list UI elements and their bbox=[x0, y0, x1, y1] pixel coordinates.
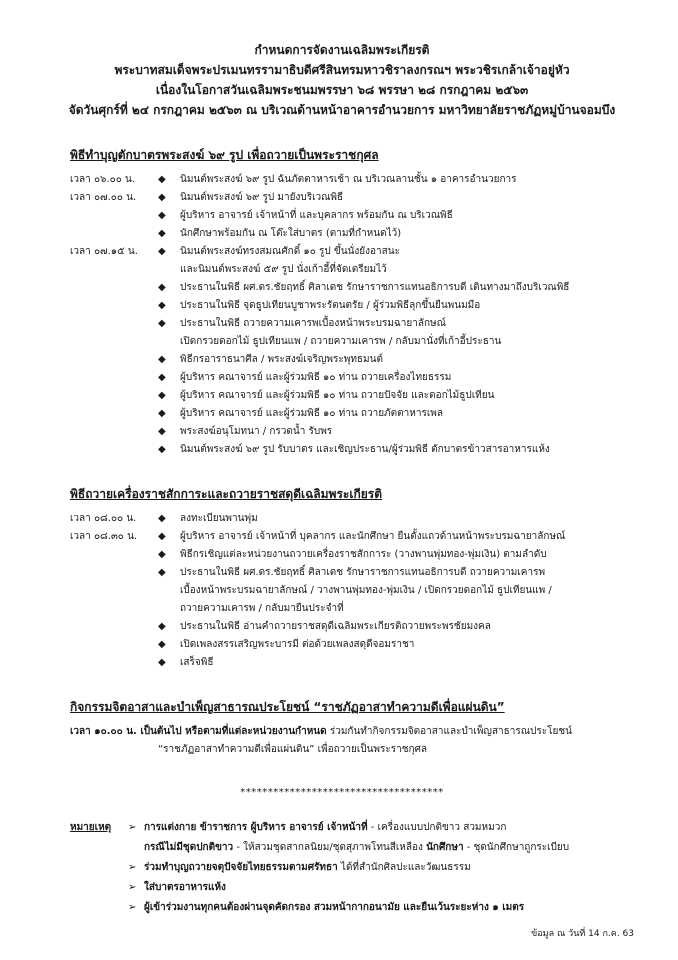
schedule-item: นิมนต์พระสงฆ์ ๖๙ รูป รับบาตร และเชิญประธาน/ผู้ร่วมพิธี ตักบาตรข้าวสารอาหารแห้ง bbox=[180, 444, 550, 455]
schedule-row bbox=[70, 315, 614, 333]
schedule-item: นิมนต์พระสงฆ์ทรงสมณศักดิ์ ๑๐ รูป ขึ้นนั่งยังอาสนะ bbox=[180, 246, 400, 257]
note-student-title: นักศึกษา bbox=[426, 842, 464, 853]
schedule-row bbox=[70, 207, 614, 225]
note-row bbox=[70, 858, 614, 878]
schedule-item: ผู้บริหาร คณาจารย์ และผู้ร่วมพิธี ๑๐ ท่าน ถวายเครื่องไทยธรรม bbox=[180, 372, 452, 383]
bullet-icon: ◆ bbox=[158, 372, 166, 383]
bullet-icon: ◆ bbox=[158, 318, 166, 329]
note-dress-code-detail: - เครื่องแบบปกติขาว สวมหมวก bbox=[367, 822, 507, 833]
schedule-row bbox=[70, 225, 614, 243]
notes-block bbox=[70, 818, 614, 918]
divider-stars: ************************************* bbox=[240, 787, 444, 798]
schedule-item: ผู้บริหาร อาจารย์ เจ้าหน้าที่ บุคลากร และนักศึกษา ยืนตั้งแถวด้านหน้าพระบรมฉายาลักษณ์ bbox=[180, 531, 566, 542]
schedule-item: เปิดเพลงสรรเสริญพระบารมี ต่อด้วยเพลงสดุดีจอมราชา bbox=[180, 639, 415, 650]
bullet-icon: ◆ bbox=[158, 426, 166, 437]
section-1-heading: พิธีทำบุญตักบาตรพระสงฆ์ ๖๙ รูป เพื่อถวายเป็นพระราชกุศล bbox=[70, 148, 379, 162]
activity-text-continued: “ราชภัฏอาสาทำความดีเพื่อแผ่นดิน” เพื่อถวายเป็นพระราชกุศล bbox=[158, 744, 428, 755]
schedule-row bbox=[70, 189, 614, 207]
bullet-icon: ◆ bbox=[158, 513, 166, 524]
time-label: เวลา ๐๘.๓๐ น. bbox=[70, 531, 138, 542]
data-date-footer: ข้อมูล ณ วันที่ 14 ก.ค. 63 bbox=[531, 929, 634, 939]
schedule-row bbox=[70, 564, 614, 582]
schedule-item: ประธานในพิธี อ่านคำถวายราชสดุดีเฉลิมพระเกียรติถวายพระพรชัยมงคล bbox=[180, 621, 491, 632]
note-screening: ผู้เข้าร่วมงานทุกคนต้องผ่านจุดคัดกรอง สวมหน้ากากอนามัย และยืนเว้นระยะห่าง ๑ เมตร bbox=[144, 902, 525, 913]
schedule-row bbox=[70, 279, 614, 297]
bullet-icon: ◆ bbox=[158, 282, 166, 293]
note-row bbox=[70, 878, 614, 898]
arrow-icon: ➢ bbox=[128, 882, 137, 893]
schedule-row bbox=[70, 297, 614, 315]
note-row bbox=[70, 818, 614, 838]
bullet-icon: ◆ bbox=[158, 174, 166, 185]
schedule-item: นิมนต์พระสงฆ์ ๖๙ รูป ฉันภัตตาหารเช้า ณ บริเวณลานชั้น ๑ อาคารอำนวยการ bbox=[180, 174, 517, 185]
schedule-item: นิมนต์พระสงฆ์ ๖๙ รูป มายังบริเวณพิธี bbox=[180, 192, 344, 203]
notes-label: หมายเหตุ bbox=[70, 822, 112, 833]
bullet-icon: ◆ bbox=[158, 390, 166, 401]
schedule-row bbox=[70, 351, 614, 369]
schedule-row bbox=[70, 510, 614, 528]
arrow-icon: ➢ bbox=[128, 902, 137, 913]
schedule-item: พิธีกรอาราธนาศีล / พระสงฆ์เจริญพระพุทธมนต์ bbox=[180, 354, 383, 365]
activity-time: เวลา ๑๐.๐๐ น. เป็นต้นไป หรือตามที่แต่ละหน่วยงานกำหนด bbox=[70, 726, 327, 737]
schedule-row bbox=[70, 546, 614, 564]
note-alms: ใส่บาตรอาหารแห้ง bbox=[144, 882, 226, 893]
bullet-icon: ◆ bbox=[158, 210, 166, 221]
bullet-icon: ◆ bbox=[158, 531, 166, 542]
schedule-item: ลงทะเบียนพานพุ่ม bbox=[180, 513, 258, 524]
document-title bbox=[40, 40, 644, 120]
schedule-row bbox=[70, 405, 614, 423]
note-donation: ร่วมทำบุญถวายจตุปัจจัยไทยธรรมตามศรัทธา bbox=[144, 862, 338, 873]
schedule-item: ประธานในพิธี ผศ.ดร.ชัยฤทธิ์ ศิลาเดช รักษาราชการแทนอธิการบดี เดินทางมาถึงบริเวณพิธี bbox=[180, 282, 570, 293]
schedule-row bbox=[70, 171, 614, 189]
schedule-item: พระสงฆ์อนุโมทนา / กรวดน้ำ รับพร bbox=[180, 426, 333, 437]
bullet-icon: ◆ bbox=[158, 408, 166, 419]
note-row bbox=[70, 898, 614, 918]
schedule-item-continued: เบื้องหน้าพระบรมฉายาลักษณ์ / วางพานพุ่มทอง-พุ่มเงิน / เปิดกรวยดอกไม้ ธูปเทียนแพ / bbox=[180, 585, 552, 596]
section-2-heading: พิธีถวายเครื่องราชสักการะและถวายราชสดุดีเฉลิมพระเกียรติ bbox=[70, 487, 382, 501]
schedule-row bbox=[70, 387, 614, 405]
schedule-item: ประธานในพิธี ผศ.ดร.ชัยฤทธิ์ ศิลาเดช รักษาราชการแทนอธิการบดี ถวายความเคารพ bbox=[180, 567, 546, 578]
bullet-icon: ◆ bbox=[158, 444, 166, 455]
bullet-icon: ◆ bbox=[158, 192, 166, 203]
title-line-4: จัดวันศุกร์ที่ ๒๔ กรกฎาคม ๒๕๖๓ ณ บริเวณด้านหน้าอาคารอำนวยการ มหาวิทยาลัยราชภัฏหมู่บ้านจอมบึง bbox=[68, 103, 616, 117]
schedule-row bbox=[70, 636, 614, 654]
note-dress-alt-detail: - ให้สวมชุดสากลนิยม/ชุดสุภาพโทนสีเหลือง bbox=[233, 842, 427, 853]
schedule-row bbox=[70, 654, 614, 672]
title-line-2: พระบาทสมเด็จพระปรเมนทรรามาธิบดีศรีสินทรมหาวชิราลงกรณฯ พระวชิรเกล้าเจ้าอยู่หัว bbox=[114, 63, 570, 77]
schedule-item: ผู้บริหาร คณาจารย์ และผู้ร่วมพิธี ๑๐ ท่าน ถวายปัจจัย และดอกไม้ธูปเทียน bbox=[180, 390, 495, 401]
time-label: เวลา ๐๗.๑๕ น. bbox=[70, 246, 138, 257]
time-label: เวลา ๐๖.๐๐ น. bbox=[70, 174, 135, 185]
schedule-row bbox=[70, 618, 614, 636]
note-student-detail: - ชุดนักศึกษาถูกระเบียบ bbox=[463, 842, 570, 853]
activity-description bbox=[70, 723, 614, 759]
note-dress-code-title: การแต่งกาย ข้าราชการ ผู้บริหาร อาจารย์ เจ้าหน้าที่ bbox=[144, 822, 368, 833]
arrow-icon: ➢ bbox=[128, 862, 137, 873]
bullet-icon: ◆ bbox=[158, 639, 166, 650]
bullet-icon: ◆ bbox=[158, 567, 166, 578]
schedule-row bbox=[70, 423, 614, 441]
schedule-item-continued: และนิมนต์พระสงฆ์ ๕๙ รูป นั่งเก้าอี้ที่จัดเตรียมไว้ bbox=[180, 264, 387, 275]
schedule-row bbox=[70, 528, 614, 546]
bullet-icon: ◆ bbox=[158, 549, 166, 560]
schedule-item: พิธีกรเชิญแต่ละหน่วยงานถวายเครื่องราชสักการะ (วางพานพุ่มทอง-พุ่มเงิน) ตามลำดับ bbox=[180, 549, 547, 560]
schedule-item: นักศึกษาพร้อมกัน ณ โต๊ะใส่บาตร (ตามที่กำหนดไว้) bbox=[180, 228, 402, 239]
schedule-item-continued: เปิดกรวยดอกไม้ ธูปเทียนแพ / ถวายความเคารพ / กลับมานั่งที่เก้าอี้ประธาน bbox=[180, 336, 502, 347]
arrow-icon: ➢ bbox=[128, 822, 137, 833]
bullet-icon: ◆ bbox=[158, 354, 166, 365]
bullet-icon: ◆ bbox=[158, 300, 166, 311]
schedule-row bbox=[70, 369, 614, 387]
bullet-icon: ◆ bbox=[158, 246, 166, 257]
schedule-item: เสร็จพิธี bbox=[180, 657, 214, 668]
schedule-item: ประธานในพิธี จุดธูปเทียนบูชาพระรัตนตรัย / ผู้ร่วมพิธีลุกขึ้นยืนพนมมือ bbox=[180, 300, 481, 311]
title-line-3: เนื่องในโอกาสวันเฉลิมพระชนมพรรษา ๖๘ พรรษา ๒๘ กรกฎาคม ๒๕๖๓ bbox=[155, 83, 529, 97]
note-row-continued bbox=[70, 838, 614, 858]
activity-text: ร่วมกันทำกิจกรรมจิตอาสาและบำเพ็ญสาธารณประโยชน์ bbox=[329, 726, 572, 737]
bullet-icon: ◆ bbox=[158, 228, 166, 239]
schedule-item: ผู้บริหาร อาจารย์ เจ้าหน้าที่ และบุคลากร พร้อมกัน ณ บริเวณพิธี bbox=[180, 210, 453, 221]
schedule-row bbox=[70, 243, 614, 261]
bullet-icon: ◆ bbox=[158, 621, 166, 632]
schedule-item-continued: ถวายความเคารพ / กลับมายืนประจำที่ bbox=[180, 603, 344, 614]
schedule-row bbox=[70, 441, 614, 459]
time-label: เวลา ๐๘.๐๐ น. bbox=[70, 513, 137, 524]
time-label: เวลา ๐๗.๐๐ น. bbox=[70, 192, 137, 203]
schedule-item: ประธานในพิธี ถวายความเคารพเบื้องหน้าพระบรมฉายาลักษณ์ bbox=[180, 318, 446, 329]
title-line-1: กำหนดการจัดงานเฉลิมพระเกียรติ bbox=[254, 43, 430, 57]
note-dress-alt-title: กรณีไม่มีชุดปกติขาว bbox=[144, 842, 234, 853]
note-donation-detail: ได้ที่สำนักศิลปะและวัฒนธรรม bbox=[337, 862, 471, 873]
schedule-item: ผู้บริหาร คณาจารย์ และผู้ร่วมพิธี ๑๐ ท่าน ถวายภัตตาหารเพล bbox=[180, 408, 443, 419]
bullet-icon: ◆ bbox=[158, 657, 166, 668]
section-3-heading: กิจกรรมจิตอาสาและบำเพ็ญสาธารณประโยชน์ “ราชภัฏอาสาทำความดีเพื่อแผ่นดิน” bbox=[70, 700, 505, 714]
